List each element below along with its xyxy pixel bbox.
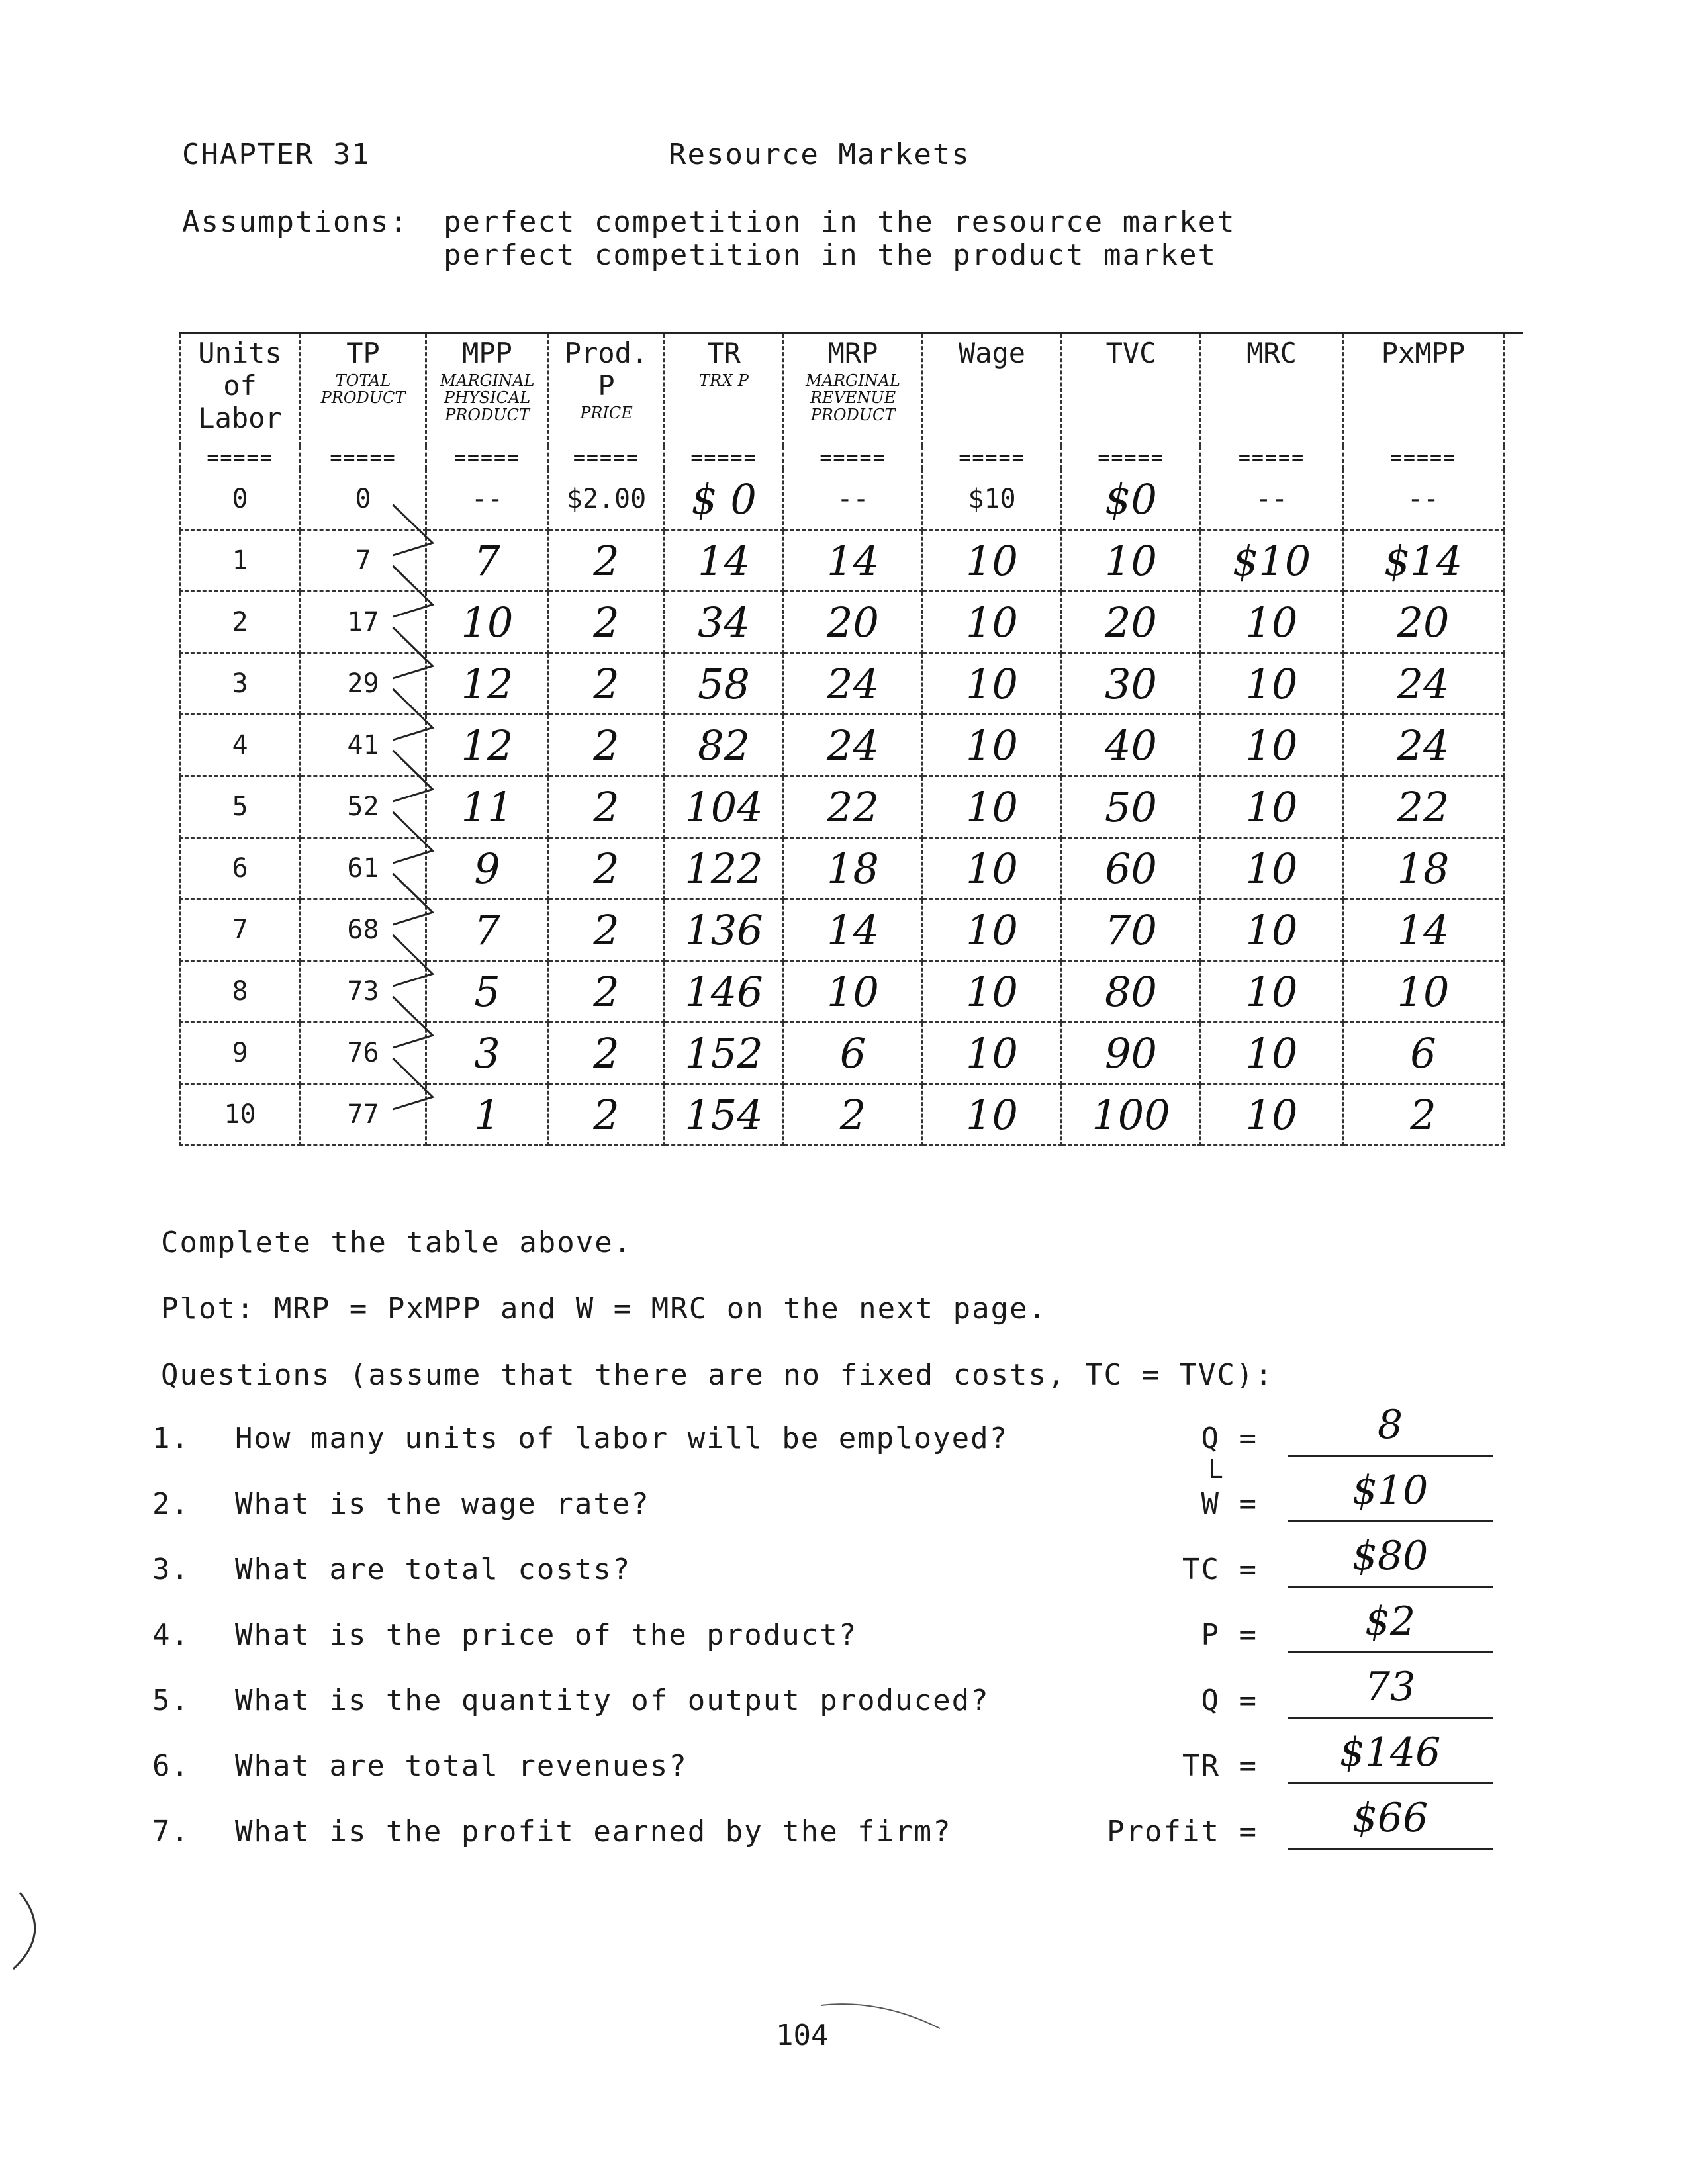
answer-value: $66 <box>1352 1795 1429 1841</box>
column-header <box>784 334 923 446</box>
question-number: 4. <box>152 1618 190 1652</box>
handwritten-cell: 136 <box>665 899 784 961</box>
separator-cell: ===== <box>180 446 301 469</box>
column-header-label: TVC <box>1105 337 1156 369</box>
handwritten-cell: 14 <box>784 899 923 961</box>
table-row <box>180 1023 1504 1084</box>
handwritten-cell: 3 <box>426 1023 549 1084</box>
answer-value: $10 <box>1352 1467 1429 1514</box>
handwritten-cell: 1 <box>426 1084 549 1146</box>
handwritten-cell: 24 <box>784 653 923 715</box>
handwritten-cell: 2 <box>549 530 665 592</box>
separator-cell: ===== <box>301 446 426 469</box>
table-row <box>180 1084 1504 1146</box>
handwritten-cell: 2 <box>549 592 665 653</box>
handwritten-cell: 6 <box>1343 1023 1504 1084</box>
question-number: 7. <box>152 1815 190 1848</box>
handwritten-cell: 80 <box>1062 961 1201 1023</box>
handwritten-cell: 20 <box>1343 592 1504 653</box>
handwritten-cell: 7 <box>426 899 549 961</box>
handwritten-cell: 22 <box>784 776 923 838</box>
printed-cell: 3 <box>180 653 301 715</box>
handwritten-cell: 10 <box>923 776 1062 838</box>
handwritten-cell: 10 <box>1062 530 1201 592</box>
column-header <box>923 334 1062 446</box>
handwritten-cell: 2 <box>549 1023 665 1084</box>
printed-cell: 68 <box>301 899 426 961</box>
assumptions-label: Assumptions: <box>182 205 408 239</box>
handwritten-cell: 2 <box>549 776 665 838</box>
table-row <box>180 776 1504 838</box>
labor-subscript: L <box>1208 1455 1223 1484</box>
handwritten-cell: $14 <box>1343 530 1504 592</box>
printed-cell: 10 <box>180 1084 301 1146</box>
column-header-note: TOTAL PRODUCT <box>320 371 406 407</box>
printed-cell: -- <box>426 469 549 530</box>
handwritten-cell: 10 <box>1201 1023 1343 1084</box>
handwritten-cell: 10 <box>923 530 1062 592</box>
handwritten-cell: 24 <box>1343 653 1504 715</box>
handwritten-cell: 10 <box>923 592 1062 653</box>
table-separator-row <box>180 446 1504 469</box>
printed-cell: 8 <box>180 961 301 1023</box>
handwritten-cell: 10 <box>923 838 1062 899</box>
column-header-label: Units of Labor <box>198 337 282 434</box>
handwritten-cell: 12 <box>426 653 549 715</box>
printed-cell: 5 <box>180 776 301 838</box>
handwritten-cell: 10 <box>1343 961 1504 1023</box>
answer-symbol: Profit = <box>1107 1815 1258 1848</box>
column-header-note: TRX P <box>699 371 749 390</box>
handwritten-cell: 10 <box>923 1084 1062 1146</box>
printed-cell: $10 <box>923 469 1062 530</box>
column-header <box>1343 334 1504 446</box>
handwritten-cell: 10 <box>1201 1084 1343 1146</box>
printed-cell: 29 <box>301 653 426 715</box>
printed-cell: 6 <box>180 838 301 899</box>
instruction-plot: Plot: MRP = PxMPP and W = MRC on the next page. <box>161 1292 1048 1326</box>
handwritten-cell: 70 <box>1062 899 1201 961</box>
resource-market-table <box>179 334 1505 1146</box>
printed-cell: 17 <box>301 592 426 653</box>
printed-cell: $2.00 <box>549 469 665 530</box>
question-text: What is the quantity of output produced? <box>235 1684 990 1717</box>
handwritten-cell: 14 <box>784 530 923 592</box>
separator-cell: ===== <box>426 446 549 469</box>
handwritten-cell: 11 <box>426 776 549 838</box>
column-header <box>1062 334 1201 446</box>
printed-cell: 77 <box>301 1084 426 1146</box>
answer-line <box>1288 1455 1493 1457</box>
handwritten-cell: 104 <box>665 776 784 838</box>
handwritten-cell: 10 <box>1201 961 1343 1023</box>
handwritten-cell: $0 <box>1062 469 1201 530</box>
answer-symbol: W = <box>1201 1487 1258 1521</box>
handwritten-cell: 24 <box>784 715 923 776</box>
handwritten-cell: 100 <box>1062 1084 1201 1146</box>
column-header-label: MRP <box>827 337 878 369</box>
handwritten-cell: 7 <box>426 530 549 592</box>
printed-cell: 4 <box>180 715 301 776</box>
answer-symbol: Q = <box>1201 1684 1258 1717</box>
page-number: 104 <box>776 2019 829 2052</box>
handwritten-cell: 34 <box>665 592 784 653</box>
column-header-label: TR <box>707 337 741 369</box>
question-text: What is the price of the product? <box>235 1618 858 1652</box>
column-header <box>549 334 665 446</box>
handwritten-cell: 18 <box>784 838 923 899</box>
handwritten-cell: 50 <box>1062 776 1201 838</box>
question-number: 6. <box>152 1749 190 1783</box>
printed-cell: 0 <box>180 469 301 530</box>
handwritten-cell: 10 <box>1201 592 1343 653</box>
column-header-label: TP <box>346 337 380 369</box>
question-number: 5. <box>152 1684 190 1717</box>
handwritten-cell: 5 <box>426 961 549 1023</box>
handwritten-cell: 20 <box>1062 592 1201 653</box>
handwritten-cell: $10 <box>1201 530 1343 592</box>
answer-line <box>1288 1782 1493 1784</box>
column-header <box>426 334 549 446</box>
column-header-label: MRC <box>1246 337 1297 369</box>
question-number: 2. <box>152 1487 190 1521</box>
printed-cell: -- <box>784 469 923 530</box>
printed-cell: 73 <box>301 961 426 1023</box>
table-row <box>180 961 1504 1023</box>
column-header-label: PxMPP <box>1381 337 1466 369</box>
handwritten-cell: 82 <box>665 715 784 776</box>
handwritten-cell: 2 <box>549 715 665 776</box>
chapter-label: CHAPTER 31 <box>182 138 371 171</box>
separator-cell: ===== <box>665 446 784 469</box>
handwritten-cell: 10 <box>1201 653 1343 715</box>
handwritten-cell: 9 <box>426 838 549 899</box>
separator-cell: ===== <box>1343 446 1504 469</box>
handwritten-cell: 10 <box>923 715 1062 776</box>
answer-line <box>1288 1520 1493 1522</box>
printed-cell: 52 <box>301 776 426 838</box>
assumption-product-market: perfect competition in the product market <box>444 238 1217 272</box>
handwritten-cell: 60 <box>1062 838 1201 899</box>
page-title: Resource Markets <box>669 138 970 171</box>
handwritten-cell: 30 <box>1062 653 1201 715</box>
question-text: What are total revenues? <box>235 1749 688 1783</box>
table-header-row <box>180 334 1504 446</box>
question-number: 1. <box>152 1422 190 1455</box>
answer-symbol: P = <box>1201 1618 1258 1652</box>
handwritten-cell: 10 <box>1201 776 1343 838</box>
handwritten-cell: 2 <box>549 1084 665 1146</box>
handwritten-cell: 12 <box>426 715 549 776</box>
printed-cell: -- <box>1343 469 1504 530</box>
printed-cell: 9 <box>180 1023 301 1084</box>
handwritten-cell: 10 <box>923 961 1062 1023</box>
handwritten-cell: $ 0 <box>665 469 784 530</box>
answer-value: $2 <box>1364 1598 1416 1645</box>
column-header <box>180 334 301 446</box>
answer-symbol: TC = <box>1182 1553 1258 1586</box>
printed-cell: 2 <box>180 592 301 653</box>
handwritten-cell: 10 <box>426 592 549 653</box>
question-text: What are total costs? <box>235 1553 632 1586</box>
handwritten-cell: 2 <box>784 1084 923 1146</box>
handwritten-cell: 6 <box>784 1023 923 1084</box>
question-number: 3. <box>152 1553 190 1586</box>
assumption-resource-market: perfect competition in the resource market <box>444 205 1236 239</box>
questions-intro: Questions (assume that there are no fixed costs, TC = TVC): <box>161 1358 1274 1392</box>
handwritten-cell: 90 <box>1062 1023 1201 1084</box>
handwritten-cell: 2 <box>549 899 665 961</box>
question-text: What is the profit earned by the firm? <box>235 1815 952 1848</box>
printed-cell: 1 <box>180 530 301 592</box>
printed-cell: 7 <box>301 530 426 592</box>
table-row <box>180 469 1504 530</box>
handwritten-cell: 152 <box>665 1023 784 1084</box>
question-text: How many units of labor will be employed? <box>235 1422 1009 1455</box>
handwritten-cell: 2 <box>549 653 665 715</box>
handwritten-cell: 20 <box>784 592 923 653</box>
separator-cell: ===== <box>784 446 923 469</box>
answer-line <box>1288 1848 1493 1850</box>
column-header-note: MARGINAL PHYSICAL PRODUCT <box>440 371 535 424</box>
instruction-complete-table: Complete the table above. <box>161 1226 633 1259</box>
column-header <box>1201 334 1343 446</box>
answer-line <box>1288 1586 1493 1588</box>
handwritten-cell: 58 <box>665 653 784 715</box>
separator-cell: ===== <box>549 446 665 469</box>
answer-value: $80 <box>1352 1533 1429 1579</box>
table-row <box>180 530 1504 592</box>
answer-symbol: TR = <box>1182 1749 1258 1783</box>
answer-value: 8 <box>1377 1402 1403 1448</box>
question-text: What is the wage rate? <box>235 1487 650 1521</box>
handwritten-cell: 10 <box>923 653 1062 715</box>
table-row <box>180 715 1504 776</box>
answer-symbol: Q = <box>1201 1422 1258 1455</box>
handwritten-cell: 2 <box>549 961 665 1023</box>
handwritten-cell: 40 <box>1062 715 1201 776</box>
separator-cell: ===== <box>1062 446 1201 469</box>
handwritten-cell: 10 <box>923 1023 1062 1084</box>
printed-cell: 0 <box>301 469 426 530</box>
handwritten-cell: 146 <box>665 961 784 1023</box>
handwritten-cell: 10 <box>923 899 1062 961</box>
table-row <box>180 653 1504 715</box>
answer-value: $146 <box>1339 1729 1441 1776</box>
handwritten-cell: 22 <box>1343 776 1504 838</box>
column-header-note: PRICE <box>580 404 633 422</box>
separator-cell: ===== <box>1201 446 1343 469</box>
printed-cell: -- <box>1201 469 1343 530</box>
printed-cell: 7 <box>180 899 301 961</box>
printed-cell: 61 <box>301 838 426 899</box>
pencil-scribble <box>821 2004 940 2028</box>
handwritten-cell: 14 <box>1343 899 1504 961</box>
handwritten-cell: 10 <box>784 961 923 1023</box>
answer-line <box>1288 1717 1493 1719</box>
printed-cell: 41 <box>301 715 426 776</box>
printed-cell: 76 <box>301 1023 426 1084</box>
table-body <box>180 446 1504 1146</box>
answer-value: 73 <box>1364 1664 1416 1710</box>
handwritten-cell: 10 <box>1201 838 1343 899</box>
column-header <box>301 334 426 446</box>
left-margin-curve <box>13 1893 35 1969</box>
table-row <box>180 592 1504 653</box>
column-header-label: Prod. P <box>564 337 649 402</box>
column-header-note: MARGINAL REVENUE PRODUCT <box>806 371 900 424</box>
handwritten-cell: 18 <box>1343 838 1504 899</box>
handwritten-cell: 10 <box>1201 899 1343 961</box>
column-header-label: Wage <box>958 337 1026 369</box>
answer-line <box>1288 1651 1493 1653</box>
column-header <box>665 334 784 446</box>
handwritten-cell: 10 <box>1201 715 1343 776</box>
handwritten-cell: 2 <box>1343 1084 1504 1146</box>
table-row <box>180 838 1504 899</box>
handwritten-cell: 122 <box>665 838 784 899</box>
separator-cell: ===== <box>923 446 1062 469</box>
handwritten-cell: 2 <box>549 838 665 899</box>
table-row <box>180 899 1504 961</box>
column-header-label: MPP <box>462 337 512 369</box>
handwritten-cell: 24 <box>1343 715 1504 776</box>
handwritten-cell: 154 <box>665 1084 784 1146</box>
handwritten-cell: 14 <box>665 530 784 592</box>
